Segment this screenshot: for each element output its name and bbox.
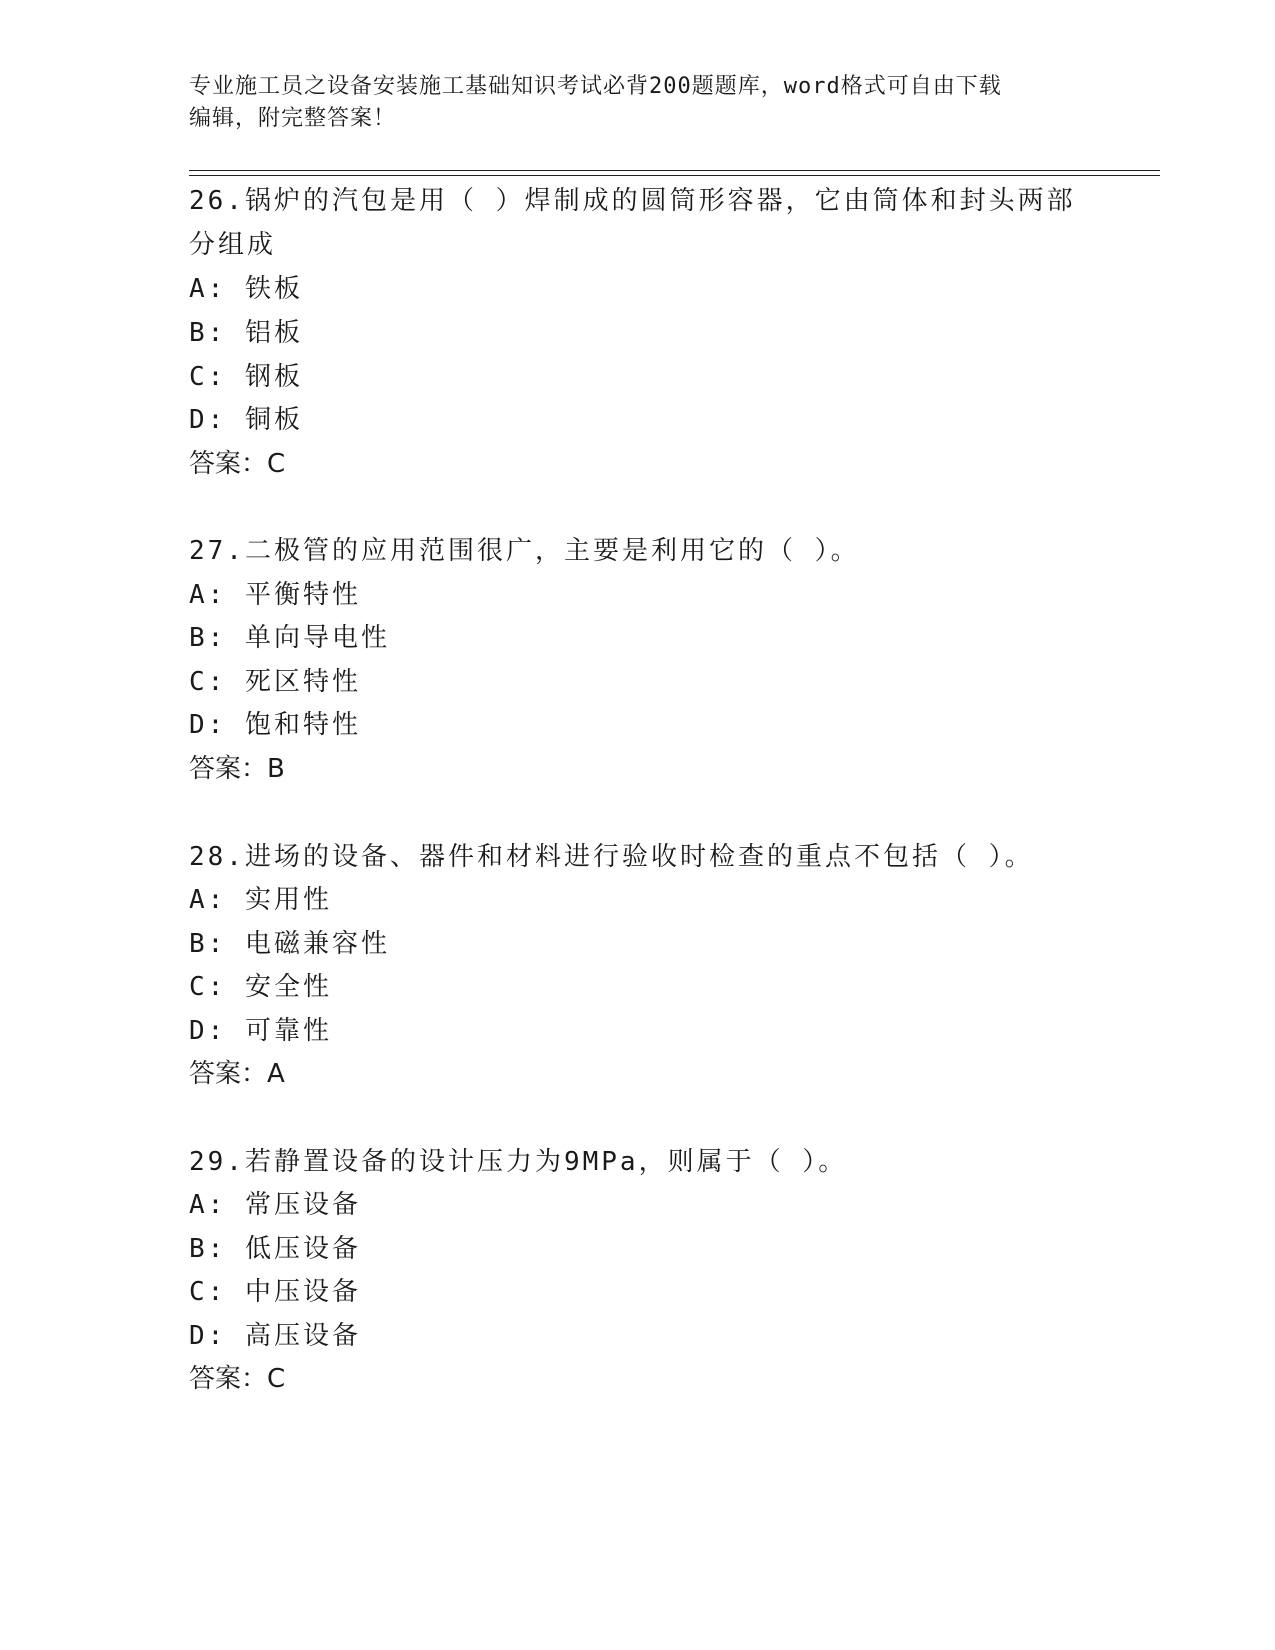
option-a: A: 平衡特性 (189, 580, 361, 610)
option-b: B: 低压设备 (189, 1234, 361, 1264)
answer-line: 答案：C (189, 1364, 286, 1394)
option-a: A: 铁板 (189, 274, 303, 304)
header-title-line2: 编辑，附完整答案！ (189, 106, 397, 131)
option-d: D: 饱和特性 (189, 710, 361, 740)
question-stem: 29.若静置设备的设计压力为9MPa，则属于（ ）。 (189, 1147, 848, 1177)
option-c: C: 钢板 (189, 362, 303, 392)
question-stem: 28.进场的设备、器件和材料进行验收时检查的重点不包括（ ）。 (189, 842, 1034, 872)
option-a: A: 常压设备 (189, 1190, 361, 1220)
header-divider-bottom (189, 175, 1160, 176)
option-d: D: 铜板 (189, 405, 303, 435)
option-b: B: 单向导电性 (189, 623, 390, 653)
option-b: B: 铝板 (189, 318, 303, 348)
answer-line: 答案：A (189, 1059, 285, 1089)
option-d: D: 高压设备 (189, 1321, 361, 1351)
question-stem: 26.锅炉的汽包是用（ ）焊制成的圆筒形容器，它由筒体和封头两部 (189, 186, 1076, 216)
option-b: B: 电磁兼容性 (189, 929, 390, 959)
answer-line: 答案：C (189, 449, 286, 479)
option-a: A: 实用性 (189, 885, 332, 915)
question-stem-continued: 分组成 (189, 230, 277, 260)
header-title-line1: 专业施工员之设备安装施工基础知识考试必背200题题库，word格式可自由下载 (189, 74, 1002, 99)
option-c: C: 安全性 (189, 972, 332, 1002)
option-c: C: 中压设备 (189, 1277, 361, 1307)
question-stem: 27.二极管的应用范围很广，主要是利用它的（ ）。 (189, 536, 860, 566)
header-divider-top (189, 170, 1160, 171)
option-c: C: 死区特性 (189, 667, 361, 697)
answer-line: 答案：B (189, 754, 285, 784)
option-d: D: 可靠性 (189, 1016, 332, 1046)
